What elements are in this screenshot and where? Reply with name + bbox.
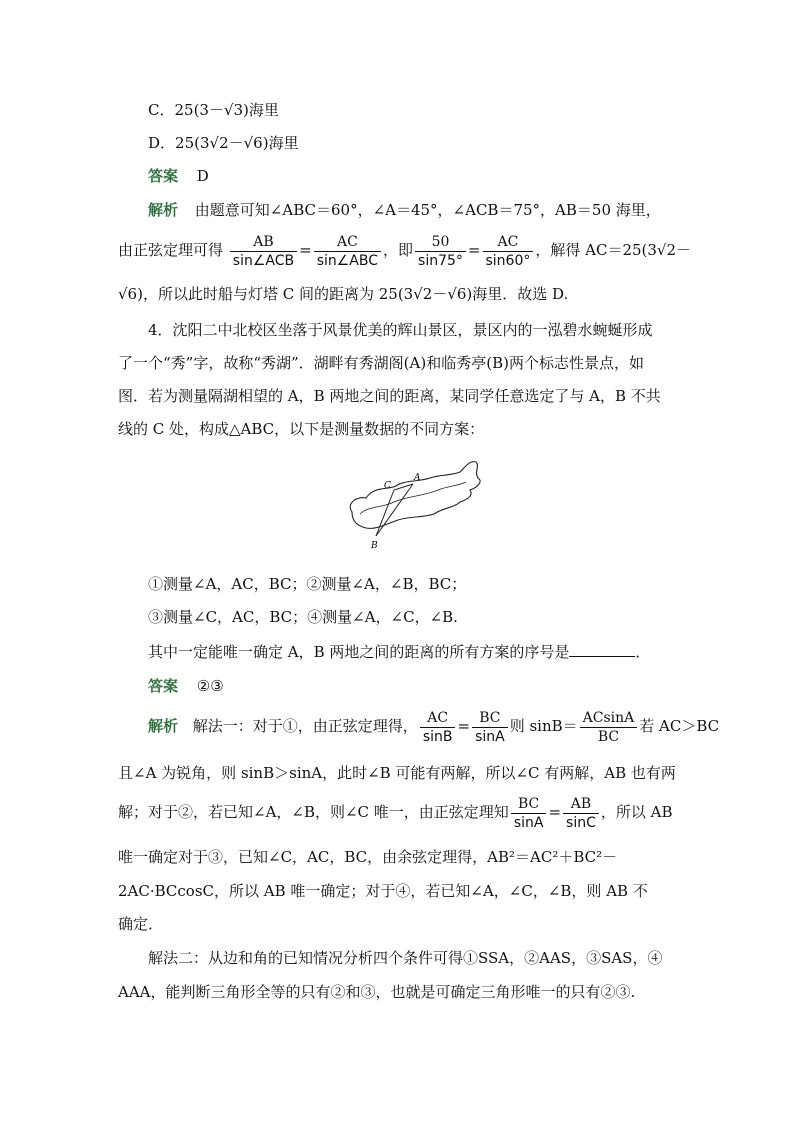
- denominator: sinA: [475, 728, 505, 745]
- fraction: [580, 709, 638, 746]
- option-line-2: ③测量∠C，AC，BC；④测量∠A，∠C，∠B.: [148, 608, 458, 626]
- fraction: [230, 233, 297, 270]
- numerator: AB: [230, 233, 297, 252]
- method2-line-1: 解法二：从边和角的已知情况分析四个条件可得①SSA，②AAS，③SAS，④: [148, 949, 663, 967]
- fraction: [415, 233, 466, 270]
- text-segment: 解；对于②，若已知∠A，∠B，则∠C 唯一，由正弦定理知: [118, 803, 509, 821]
- denominator: sinC: [566, 814, 596, 831]
- option-d: D．25(3√2－√6)海里: [148, 134, 299, 152]
- answer-blank: [569, 642, 635, 657]
- numerator: AC: [314, 233, 381, 252]
- lake-outline: [350, 462, 480, 529]
- option-line-1: ①测量∠A，AC，BC；②测量∠A，∠B，BC；: [148, 575, 467, 593]
- fraction: [472, 709, 508, 746]
- analysis-label: 解析: [148, 201, 179, 219]
- q4-line-3: 图．若为测量隔湖相望的 A，B 两地之间的距离，某同学任意选定了与 A，B 不共: [118, 387, 661, 405]
- text-segment: ，即: [383, 241, 414, 259]
- answer-value: D: [196, 167, 209, 185]
- answer-value: ②③: [196, 677, 224, 695]
- analysis-text: 由题意可知∠ABC＝60°，∠A＝45°，∠ACB＝75°，AB＝50 海里，: [194, 201, 661, 219]
- text-segment: ，解得 AC＝25(3√2－: [535, 241, 692, 259]
- numerator: AC: [420, 709, 456, 728]
- question-text: 其中一定能唯一确定 A，B 两地之间的距离的所有方案的序号是: [148, 643, 570, 661]
- numerator: ACsinA: [580, 709, 638, 728]
- denominator: sinA: [513, 814, 544, 831]
- analysis-line-3: √6)，所以此时船与灯塔 C 间的距离为 25(3√2－√6)海里．故选 D.: [118, 285, 569, 303]
- q4-answer-row: [148, 675, 224, 697]
- text-segment: 解法一：对于①，由正弦定理得，: [192, 717, 418, 735]
- fraction: [483, 233, 534, 270]
- text-segment: 由正弦定理可得: [118, 241, 224, 259]
- label-b: B: [371, 541, 378, 551]
- q4-line-2: 了一个“秀”字，故称“秀湖”．湖畔有秀湖阁(A)和临秀亭(B)两个标志性景点，如: [118, 354, 644, 372]
- denominator: sin∠ABC: [316, 252, 379, 269]
- label-c: C: [384, 481, 391, 491]
- q4-line-4: 线的 C 处，构成△ABC，以下是测量数据的不同方案：: [118, 420, 485, 438]
- denominator: BC: [597, 728, 620, 745]
- numerator: AC: [483, 233, 534, 252]
- option-c: C．25(3－√3)海里: [148, 101, 279, 119]
- analysis-label: 解析: [148, 717, 179, 735]
- segment-cb: [376, 490, 394, 536]
- segment-ab: [376, 484, 413, 536]
- numerator: BC: [472, 709, 508, 728]
- method1-line-3: 解；对于②，若已知∠A，∠B，则∠C 唯一，由正弦定理知 $\frac{BC}{\sin A}$ = $\frac{AB}{\sin C}$ ，所以 AB: [118, 795, 673, 831]
- analysis-line-1: [148, 199, 661, 221]
- analysis-line-2: 由正弦定理可得 $\frac{AB}{\text{sin∠ACB}}$ = $\frac{AC}{\text{sin∠ABC}}$ ，即 $\frac{50}{\sin 75^\circ}$ = $\frac{AC}{\sin 60^\circ}$ ，解得 AC＝25(3√2－: [118, 233, 692, 269]
- label-a: A: [414, 473, 421, 483]
- question-end: ．: [635, 643, 651, 661]
- numerator: 50: [415, 233, 466, 252]
- text-segment: ，所以 AB: [600, 803, 673, 821]
- answer-row: [148, 165, 209, 187]
- fraction: [511, 795, 547, 832]
- method1-line-5: 2AC·BCcosC，所以 AB 唯一确定；对于④，若已知∠A，∠C，∠B，则 AB 不: [118, 882, 648, 900]
- method2-line-2: AAA，能判断三角形全等的只有②和③，也就是可确定三角形唯一的只有②③.: [118, 983, 636, 1001]
- numerator: BC: [511, 795, 547, 814]
- lake-inner-edge: [360, 482, 466, 514]
- answer-label: 答案: [148, 167, 179, 185]
- text-segment: 若 AC＞BC: [639, 717, 720, 735]
- denominator: sinB: [422, 728, 453, 745]
- method1-line-6: 确定．: [118, 915, 164, 933]
- method1-line-4: 唯一确定对于③，已知∠C，AC，BC，由余弦定理得，AB²＝AC²＋BC²－: [118, 848, 618, 866]
- text-segment: 则 sinB＝: [509, 717, 578, 735]
- lake-figure: [338, 456, 488, 556]
- denominator: sin60°: [485, 252, 531, 269]
- denominator: sin75°: [418, 252, 463, 269]
- method1-line-2: 且∠A 为锐角，则 sinB＞sinA，此时∠B 可能有两解，所以∠C 有两解，AB 也有两: [118, 764, 676, 782]
- fraction: [420, 709, 456, 746]
- denominator: sin∠ACB: [232, 252, 295, 269]
- q4-line-1: 4．沈阳二中北校区坐落于风景优美的辉山景区，景区内的一泓碧水蜿蜒形成: [148, 321, 653, 339]
- method1-line-1: 解析 解法一：对于①，由正弦定理得， $\frac{AC}{\sin B}$ = $\frac{BC}{\sin A}$ 则 sinB＝ $\frac{ACsinA}{BC}$ 若 AC＞BC: [148, 709, 720, 745]
- numerator: AB: [563, 795, 599, 814]
- fraction: [563, 795, 599, 832]
- question-line: [148, 641, 650, 663]
- fraction: [314, 233, 381, 270]
- answer-label: 答案: [148, 677, 179, 695]
